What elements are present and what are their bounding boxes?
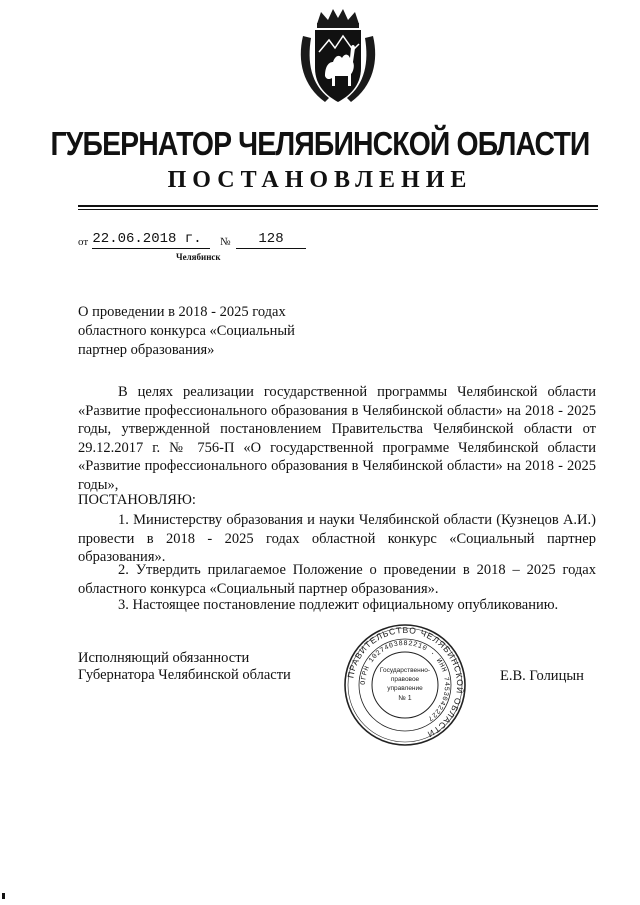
signatory-title-line: Губернатора Челябинской области bbox=[78, 667, 291, 683]
date-underline bbox=[92, 248, 210, 249]
header-rule-thick bbox=[78, 205, 598, 207]
subject-line: партнер образования» bbox=[78, 342, 215, 358]
signatory-title-line: Исполняющий обязанности bbox=[78, 650, 250, 666]
resolution-item-1: 1. Министерству образования и науки Челябинской области (Кузнецов А.И.) провести в 2018 - 2025 годах областной конкурс «Социальный партнер образования». bbox=[78, 512, 596, 565]
number-prefix: № bbox=[220, 236, 231, 248]
subject-line: областного конкурса «Социальный bbox=[78, 323, 295, 339]
resolve-heading: ПОСТАНОВЛЯЮ: bbox=[78, 492, 196, 508]
document-number: 128 bbox=[258, 231, 284, 247]
date-prefix: от bbox=[78, 236, 89, 248]
resolution-item-3: 3. Настоящее постановление подлежит официальному опубликованию. bbox=[118, 597, 559, 613]
authority-title: ГУБЕРНАТОР ЧЕЛЯБИНСКОЙ ОБЛАСТИ bbox=[50, 125, 590, 162]
seal-outer-text: ПРАВИТЕЛЬСТВО ЧЕЛЯБИНСКОЙ ОБЛАСТИ bbox=[345, 624, 466, 740]
document-date: 22.06.2018 г. bbox=[92, 231, 202, 247]
seal-center-line: № 1 bbox=[398, 695, 412, 702]
document-subject bbox=[78, 303, 338, 360]
coat-of-arms-emblem bbox=[295, 6, 381, 108]
seal-center-line: Государственно- bbox=[379, 667, 431, 674]
document-type-title: ПОСТАНОВЛЕНИЕ bbox=[167, 167, 473, 193]
official-seal bbox=[340, 620, 470, 750]
scan-artifact bbox=[2, 893, 5, 899]
seal-ring-numbers: ОГРН 1027403882210 · ИНН 7453042227 bbox=[359, 639, 451, 723]
seal-center-line: правовое bbox=[390, 676, 420, 683]
signatory-name: Е.В. Голицын bbox=[500, 668, 584, 684]
header-rule-thin bbox=[78, 209, 598, 210]
seal-center-line: управление bbox=[387, 685, 423, 692]
subject-line: О проведении в 2018 - 2025 годах bbox=[78, 304, 286, 320]
signatory-title bbox=[78, 650, 291, 684]
city-label: Челябинск bbox=[176, 252, 221, 262]
resolution-item-2: 2. Утвердить прилагаемое Положение о проведении в 2018 – 2025 годах областного конкурса «Социальный партнер образования». bbox=[78, 562, 596, 597]
preamble-paragraph: В целях реализации государственной программы Челябинской области «Развитие профессионального образования в Челябинской области» на 2018 - 2025 годы, утвержденной постановлением Правительства Челябинской области от 29.12.2017 г. № 756-П «О государственной программе Челябинской области «Развитие профессионального образования в Челябинской области» на 2018 - 2025 годы», bbox=[78, 384, 596, 493]
number-underline bbox=[236, 248, 306, 249]
